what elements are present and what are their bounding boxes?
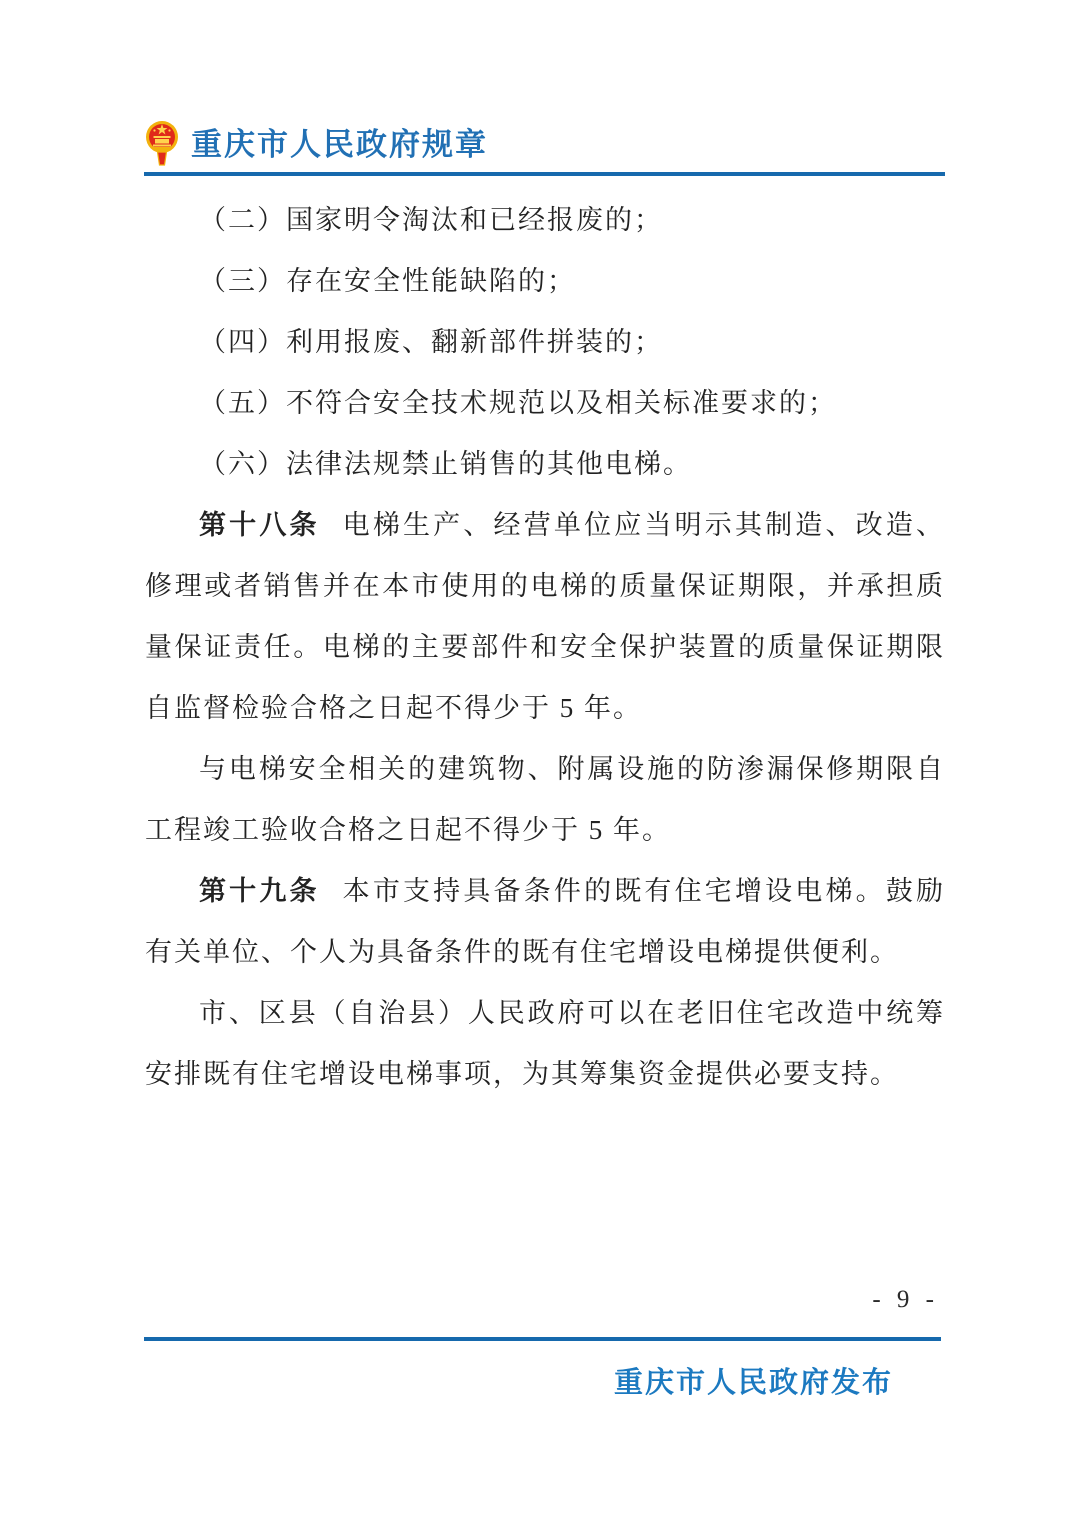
article-number-18: 第十八条 bbox=[199, 510, 320, 540]
article-paragraph-18-2 bbox=[145, 739, 945, 861]
article-text: 与电梯安全相关的建筑物、附属设施的防渗漏保修期限自工程竣工验收合格之日起不得少于 5 年。 bbox=[145, 754, 945, 845]
article-text: 市、区县（自治县）人民政府可以在老旧住宅改造中统筹安排既有住宅增设电梯事项，为其筹集资金提供必要支持。 bbox=[145, 998, 945, 1089]
article-number-19: 第十九条 bbox=[199, 876, 320, 906]
clause-item-2: （二）国家明令淘汰和已经报废的； bbox=[199, 205, 663, 235]
article-text: 本市支持具备条件的既有住宅增设电梯。鼓励有关单位、个人为具备条件的既有住宅增设电梯提供便利。 bbox=[145, 876, 946, 967]
article-paragraph-18 bbox=[145, 495, 945, 739]
article-text: 电梯生产、经营单位应当明示其制造、改造、修理或者销售并在本市使用的电梯的质量保证期限，并承担质量保证责任。电梯的主要部件和安全保护装置的质量保证期限自监督检验合格之日起不得少于 5 年。 bbox=[145, 510, 946, 723]
article-paragraph-19-2 bbox=[145, 983, 945, 1105]
clause-item-6: （六）法律法规禁止销售的其他电梯。 bbox=[199, 449, 692, 479]
clause-item-5: （五）不符合安全技术规范以及相关标准要求的； bbox=[199, 388, 837, 418]
header-divider bbox=[144, 172, 945, 176]
document-type-title: 重庆市人民政府规章 bbox=[191, 126, 488, 162]
clause-item-4: （四）利用报废、翻新部件拼装的； bbox=[199, 327, 663, 357]
page-number: - 9 - bbox=[872, 1286, 939, 1313]
footer-divider bbox=[144, 1337, 941, 1341]
publisher-label: 重庆市人民政府发布 bbox=[613, 1367, 893, 1399]
clause-item-3: （三）存在安全性能缺陷的； bbox=[199, 266, 576, 296]
document-body bbox=[145, 190, 945, 1105]
national-emblem-icon bbox=[145, 116, 179, 166]
article-paragraph-19 bbox=[145, 861, 945, 983]
document-header bbox=[145, 116, 945, 166]
